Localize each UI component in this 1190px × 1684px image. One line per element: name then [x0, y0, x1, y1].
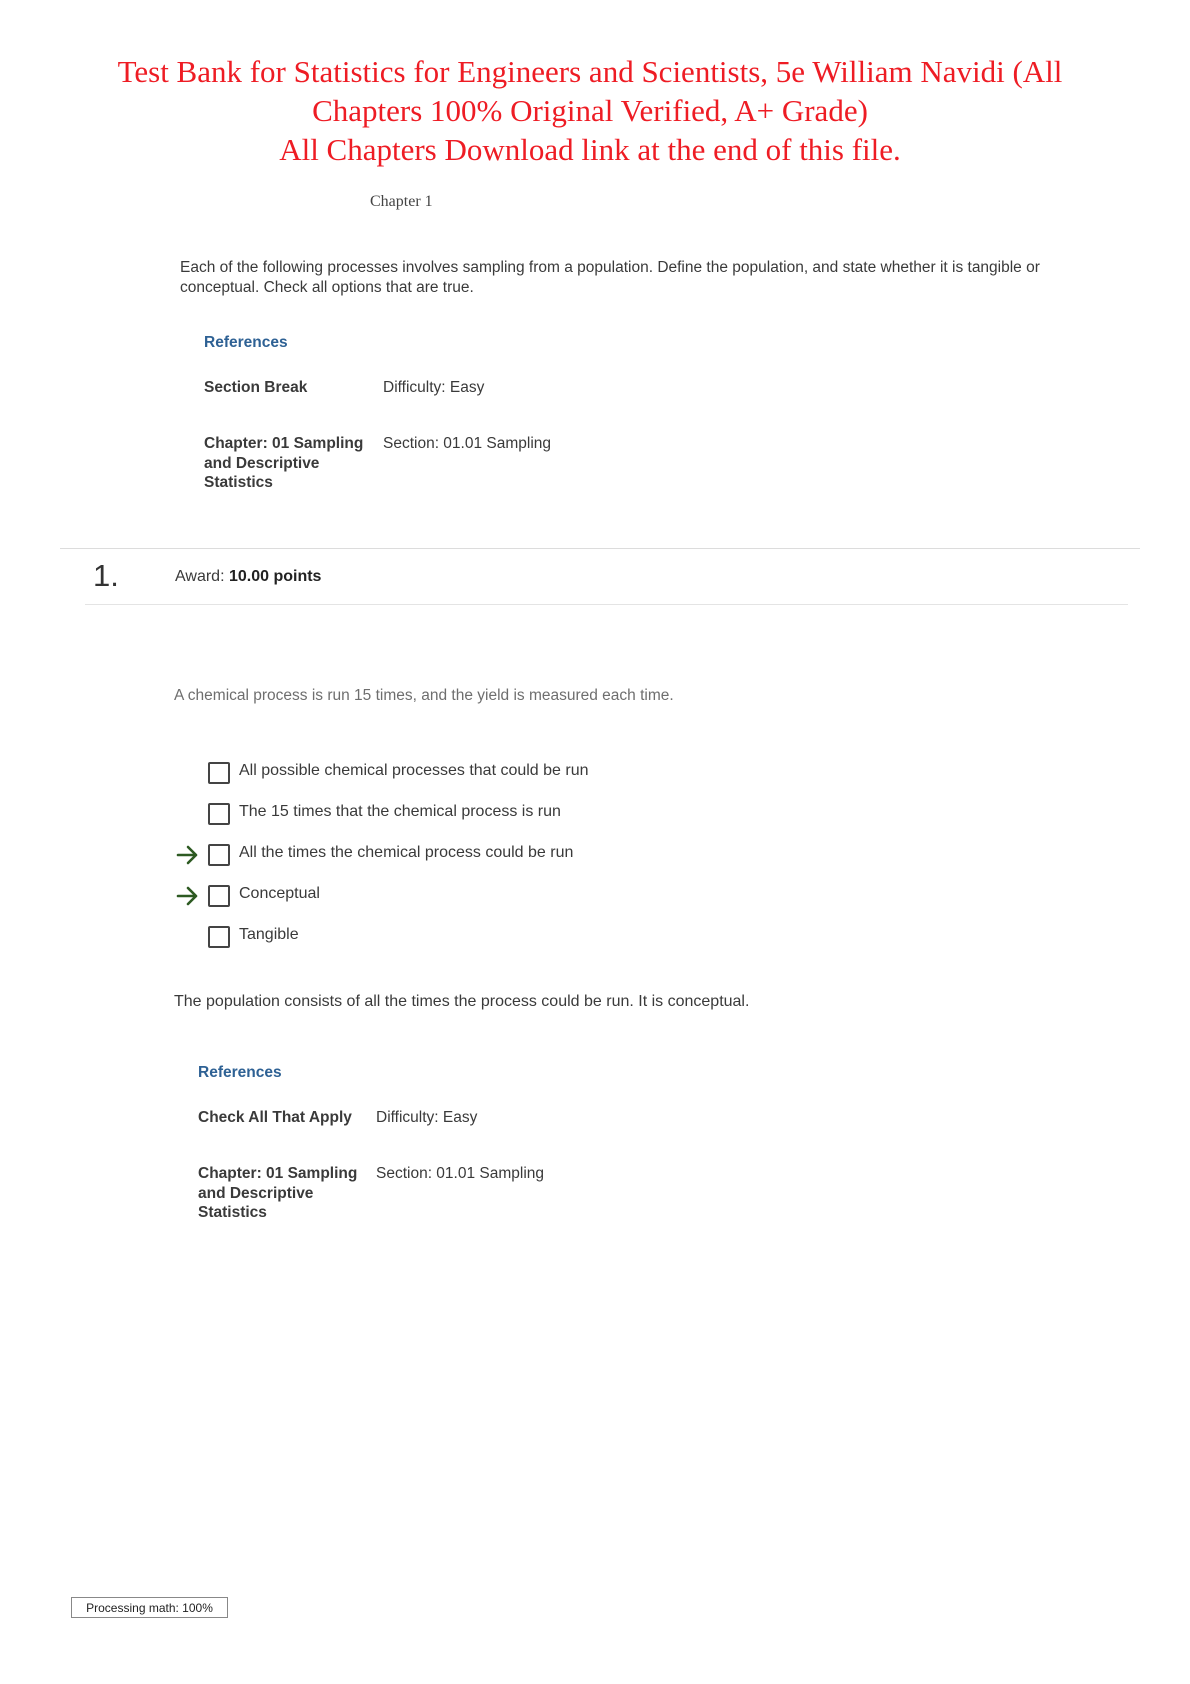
reference-value: Difficulty: Easy [383, 379, 485, 396]
chapter-label: Chapter 1 [370, 193, 433, 210]
checkbox-icon[interactable] [208, 885, 230, 907]
answer-option[interactable] [176, 925, 776, 949]
title-line-3: All Chapters Download link at the end of this file. [279, 132, 901, 167]
reference-value: Section: 01.01 Sampling [376, 1165, 545, 1182]
question-divider-top [60, 548, 1140, 549]
answer-explanation: The population consists of all the times the process could be run. It is conceptual. [174, 993, 750, 1010]
award-label: Award: [175, 568, 225, 585]
award-points [175, 568, 321, 586]
processing-status: Processing math: 100% [71, 1597, 228, 1618]
reference-key: Chapter: 01 Sampling and Descriptive Statistics [204, 435, 364, 491]
option-label: The 15 times that the chemical process is run [239, 803, 561, 820]
question-number: 1. [93, 558, 119, 593]
references-heading: References [198, 1064, 282, 1081]
arrow-right-icon [176, 844, 200, 866]
question-references [198, 1064, 545, 1221]
reference-value: Section: 01.01 Sampling [383, 435, 552, 452]
title-line-1: Test Bank for Statistics for Engineers and Scientists, 5e William Navidi (All [117, 54, 1063, 89]
checkbox-icon[interactable] [208, 803, 230, 825]
reference-value: Difficulty: Easy [376, 1109, 478, 1126]
intro-text: Each of the following processes involves sampling from a population. Define the population, and state whether it is tangible or conceptual. Check all options that are true. [180, 259, 1040, 296]
arrow-right-icon [176, 885, 200, 907]
question-divider-bottom [85, 604, 1128, 605]
references-heading: References [204, 334, 288, 351]
answer-option[interactable] [176, 884, 776, 908]
award-value: 10.00 points [228, 568, 322, 585]
checkbox-icon[interactable] [208, 844, 230, 866]
document-title [60, 52, 1120, 169]
answer-option[interactable] [176, 761, 776, 785]
option-label: Conceptual [239, 885, 320, 902]
answer-option[interactable] [176, 802, 776, 826]
title-line-2: Chapters 100% Original Verified, A+ Grade) [312, 93, 868, 128]
option-label: All the times the chemical process could be run [239, 844, 574, 861]
reference-key: Section Break [204, 379, 308, 396]
checkbox-icon[interactable] [208, 926, 230, 948]
intro-references [204, 334, 552, 491]
checkbox-icon[interactable] [208, 762, 230, 784]
reference-key: Check All That Apply [198, 1109, 352, 1126]
reference-key: Chapter: 01 Sampling and Descriptive Statistics [198, 1165, 358, 1221]
option-label: All possible chemical processes that could be run [239, 762, 589, 779]
question-prompt: A chemical process is run 15 times, and the yield is measured each time. [174, 687, 674, 704]
answer-option[interactable] [176, 843, 776, 867]
option-label: Tangible [239, 926, 299, 943]
